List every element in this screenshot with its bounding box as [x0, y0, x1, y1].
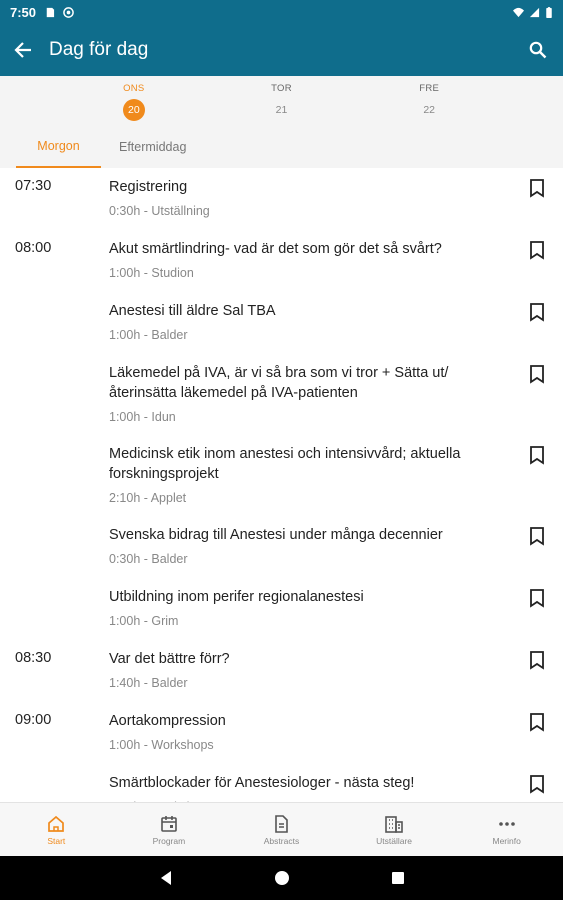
day-name: TOR: [271, 83, 292, 94]
session-tabs: [0, 126, 563, 168]
list-item[interactable]: [0, 292, 563, 354]
bottom-navigation: [0, 802, 563, 856]
day-number: 22: [423, 104, 436, 116]
nav-label: Program: [152, 836, 186, 846]
day-item-ons[interactable]: [0, 76, 208, 126]
list-item[interactable]: [0, 578, 563, 640]
list-item[interactable]: [0, 230, 563, 292]
nav-item-program[interactable]: [113, 803, 226, 856]
list-item[interactable]: [0, 516, 563, 578]
session-details: 1:00h - Workshops: [109, 738, 214, 752]
day-name: FRE: [419, 83, 440, 94]
session-details: 2:10h - Applet: [109, 491, 187, 505]
nav-label: Start: [47, 836, 66, 846]
sd-card-icon: [44, 7, 55, 18]
session-title: Aortakompression: [109, 713, 226, 729]
session-time: [0, 292, 109, 354]
bookmark-icon[interactable]: [529, 241, 545, 259]
session-time: 07:30: [15, 178, 52, 194]
session-title: Smärtblockader för Anestesiologer - nästa steg!: [109, 775, 415, 791]
back-button[interactable]: [0, 24, 46, 76]
recents-square-icon[interactable]: [390, 870, 406, 886]
nav-label: Merinfo: [492, 836, 521, 846]
session-details: 1:00h - Balder: [109, 328, 188, 342]
session-details: 1:00h - Studion: [109, 266, 194, 280]
bookmark-icon[interactable]: [529, 303, 545, 321]
search-icon: [529, 41, 547, 59]
wifi-icon: [513, 7, 524, 18]
bookmark-icon[interactable]: [529, 775, 545, 793]
status-bar: [0, 0, 563, 24]
search-button[interactable]: [513, 24, 563, 76]
session-time: 08:30: [15, 650, 52, 666]
nav-label: Utställare: [376, 836, 413, 846]
list-item[interactable]: [0, 435, 563, 516]
arrow-back-icon: [14, 41, 32, 59]
list-item[interactable]: [0, 702, 563, 764]
bookmark-icon[interactable]: [529, 446, 545, 464]
bookmark-icon[interactable]: [529, 527, 545, 545]
bookmark-icon[interactable]: [529, 651, 545, 669]
page-title: Dag för dag: [49, 39, 149, 60]
session-list[interactable]: [0, 168, 563, 802]
session-time: [0, 516, 109, 578]
tab-morgon[interactable]: Morgon: [16, 126, 101, 168]
system-navigation-bar: [0, 856, 563, 900]
home-icon: [47, 815, 65, 833]
list-item[interactable]: [0, 354, 563, 435]
session-details: 1:00h - Grim: [109, 614, 179, 628]
session-title: Akut smärtlindring- vad är det som gör det så svårt?: [109, 241, 442, 257]
home-circle-icon[interactable]: [274, 870, 290, 886]
session-time: 08:00: [15, 240, 52, 256]
bookmark-icon[interactable]: [529, 365, 545, 383]
list-item[interactable]: [0, 640, 563, 702]
session-title: Läkemedel på IVA, är vi så bra som vi tror + Sätta ut/ återinsätta läkemedel på IVA-patienten: [109, 365, 449, 401]
app-bar: [0, 24, 563, 76]
list-item[interactable]: [0, 168, 563, 230]
session-time: 09:00: [15, 712, 52, 728]
nav-item-abstracts[interactable]: [225, 803, 338, 856]
session-details: 0:30h - Utställning: [109, 204, 210, 218]
session-title: Var det bättre förr?: [109, 651, 230, 667]
session-title: Anestesi till äldre Sal TBA: [109, 303, 276, 319]
day-item-tor[interactable]: [208, 76, 356, 126]
document-icon: [272, 815, 290, 833]
session-title: Utbildning inom perifer regionalanestesi: [109, 589, 364, 605]
building-icon: [384, 815, 404, 833]
tab-eftermiddag[interactable]: Eftermiddag: [119, 140, 187, 154]
bookmark-icon[interactable]: [529, 713, 545, 731]
session-details: 1:40h - Balder: [109, 676, 188, 690]
session-details: 1:00h - Idun: [109, 410, 176, 424]
bookmark-icon[interactable]: [529, 589, 545, 607]
session-title: Medicinsk etik inom anestesi och intensivvård; aktuella forskningsprojekt: [109, 446, 461, 482]
signal-icon: [529, 7, 540, 18]
nav-item-start[interactable]: [0, 803, 113, 856]
day-number: 20: [123, 99, 145, 121]
day-selector: [0, 76, 563, 126]
session-title: Svenska bidrag till Anestesi under många decennier: [109, 527, 443, 543]
battery-icon: [545, 7, 553, 18]
back-triangle-icon[interactable]: [158, 870, 174, 886]
sync-icon: [63, 7, 74, 18]
nav-label: Abstracts: [263, 836, 300, 846]
day-item-fre[interactable]: [355, 76, 563, 126]
nav-item-merinfo[interactable]: [450, 803, 563, 856]
status-time: 7:50: [10, 4, 37, 20]
day-number: 21: [275, 104, 288, 116]
session-time: [0, 435, 109, 516]
bookmark-icon[interactable]: [529, 179, 545, 197]
calendar-icon: [160, 815, 178, 833]
session-title: Registrering: [109, 179, 188, 195]
nav-item-utstallare[interactable]: [338, 803, 451, 856]
session-time: [0, 354, 109, 435]
session-details: 0:30h - Balder: [109, 552, 188, 566]
session-time: [0, 578, 109, 640]
more-icon: [498, 815, 516, 833]
day-name: ONS: [123, 83, 145, 94]
